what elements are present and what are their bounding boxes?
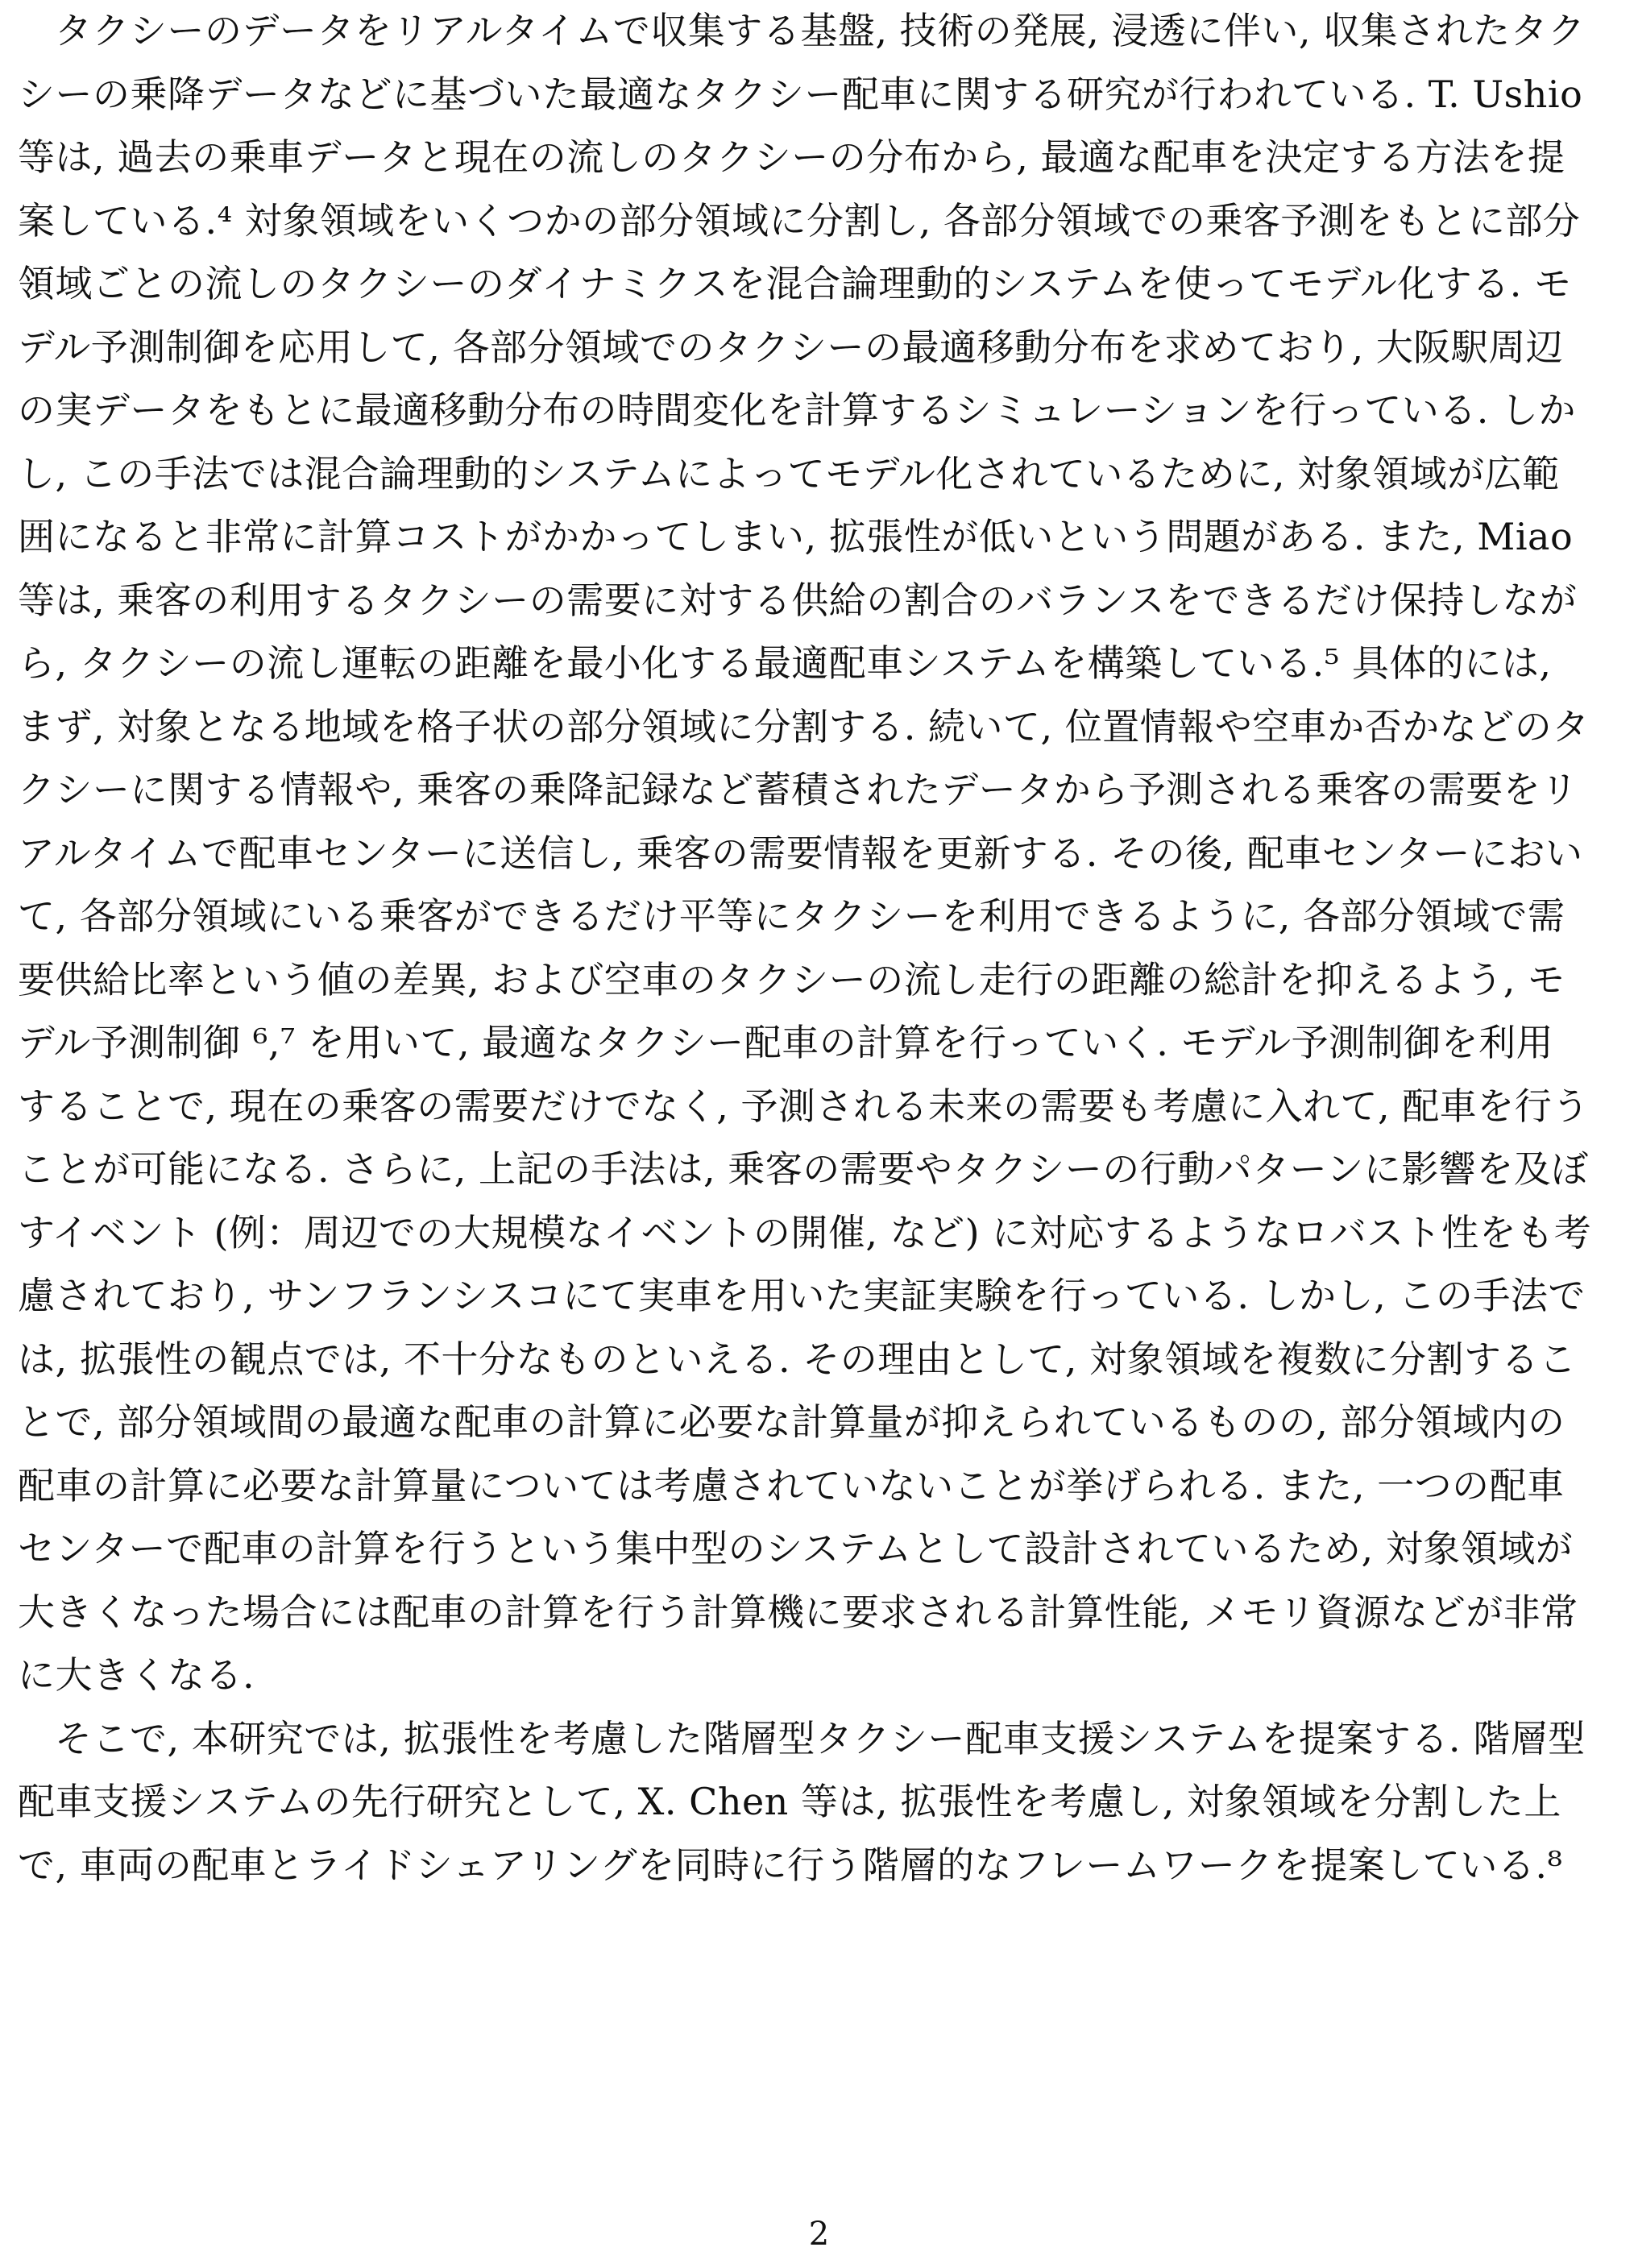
- text-line: に大きくなる.: [18, 1653, 255, 1697]
- text-line: アルタイムで配車センターに送信し, 乗客の需要情報を更新する. その後, 配車センターにおい: [18, 831, 1583, 875]
- text-line: 領域ごとの流しのタクシーのダイナミクスを混合論理動的システムを使ってモデル化する. モ: [18, 262, 1572, 305]
- text-line: ことが可能になる. さらに, 上記の手法は, 乗客の需要やタクシーの行動パターンに影響を及ぼ: [18, 1147, 1589, 1191]
- text-line: 要供給比率という値の差異, および空車のタクシーの流し走行の距離の総計を抑えるよう, モ: [18, 957, 1565, 1001]
- text-line: 等は, 乗客の利用するタクシーの需要に対する供給の割合のバランスをできるだけ保持しなが: [18, 578, 1578, 622]
- text-line: デル予測制御 ⁶,⁷ を用いて, 最適なタクシー配車の計算を行っていく. モデル予測制御を利用: [18, 1021, 1554, 1064]
- text-line: まず, 対象となる地域を格子状の部分領域に分割する. 続いて, 位置情報や空車か否かなどのタ: [18, 704, 1590, 748]
- text-line: の実データをもとに最適移動分布の時間変化を計算するシミュレーションを行っている. しか: [18, 388, 1576, 432]
- text-line: 大きくなった場合には配車の計算を行う計算機に要求される計算性能, メモリ資源などが非常: [18, 1590, 1578, 1634]
- text-line: し, この手法では混合論理動的システムによってモデル化されているために, 対象領域が広範: [18, 451, 1560, 495]
- text-line: で, 車両の配車とライドシェアリングを同時に行う階層的なフレームワークを提案している.⁸: [18, 1843, 1563, 1887]
- text-line: タクシーのデータをリアルタイムで収集する基盤, 技術の発展, 浸透に伴い, 収集されたタク: [55, 9, 1586, 52]
- text-line: 囲になると非常に計算コストがかかってしまい, 拡張性が低いという問題がある. また, Miao: [18, 515, 1574, 558]
- text-line: センターで配車の計算を行うという集中型のシステムとして設計されているため, 対象領域が: [18, 1527, 1574, 1570]
- text-line: 案している.⁴ 対象領域をいくつかの部分領域に分割し, 各部分領域での乗客予測をもとに部分: [18, 198, 1581, 243]
- text-line: クシーに関する情報や, 乗客の乗降記録など蓄積されたデータから予測される乗客の需要をリ: [18, 768, 1578, 811]
- text-line: 慮されており, サンフランシスコにて実車を用いた実証実験を行っている. しかし, この手法で: [18, 1274, 1586, 1317]
- text-line: とで, 部分領域間の最適な配車の計算に必要な計算量が抑えられているものの, 部分領域内の: [18, 1400, 1565, 1444]
- text-line: は, 拡張性の観点では, 不十分なものといえる. その理由として, 対象領域を複数に分割するこ: [18, 1337, 1577, 1381]
- text-line: 配車支援システムの先行研究として, X. Chen 等は, 拡張性を考慮し, 対象領域を分割した上: [18, 1780, 1561, 1823]
- text-line: シーの乗降データなどに基づいた最適なタクシー配車に関する研究が行われている. T. Ushio: [18, 72, 1583, 116]
- text-line: そこで, 本研究では, 拡張性を考慮した階層型タクシー配車支援システムを提案する. 階層型: [55, 1716, 1586, 1760]
- text-line: ら, タクシーの流し運転の距離を最小化する最適配車システムを構築している.⁵ 具体的には,: [18, 641, 1552, 685]
- text-line: 等は, 過去の乗車データと現在の流しのタクシーの分布から, 最適な配車を決定する方法を提: [18, 135, 1565, 179]
- page-number: 2: [808, 2216, 830, 2253]
- text-line: て, 各部分領域にいる乗客ができるだけ平等にタクシーを利用できるように, 各部分領域で需: [18, 894, 1565, 938]
- text-line: デル予測制御を応用して, 各部分領域でのタクシーの最適移動分布を求めており, 大阪駅周辺: [18, 325, 1564, 369]
- text-line: 配車の計算に必要な計算量については考慮されていないことが挙げられる. また, 一つの配車: [18, 1463, 1565, 1507]
- text-line: することで, 現在の乗客の需要だけでなく, 予測される未来の需要も考慮に入れて, 配車を行う: [18, 1084, 1590, 1128]
- text-line: すイベント (例：周辺での大規模なイベントの開催, など) に対応するようなロバスト性をも考: [18, 1210, 1592, 1254]
